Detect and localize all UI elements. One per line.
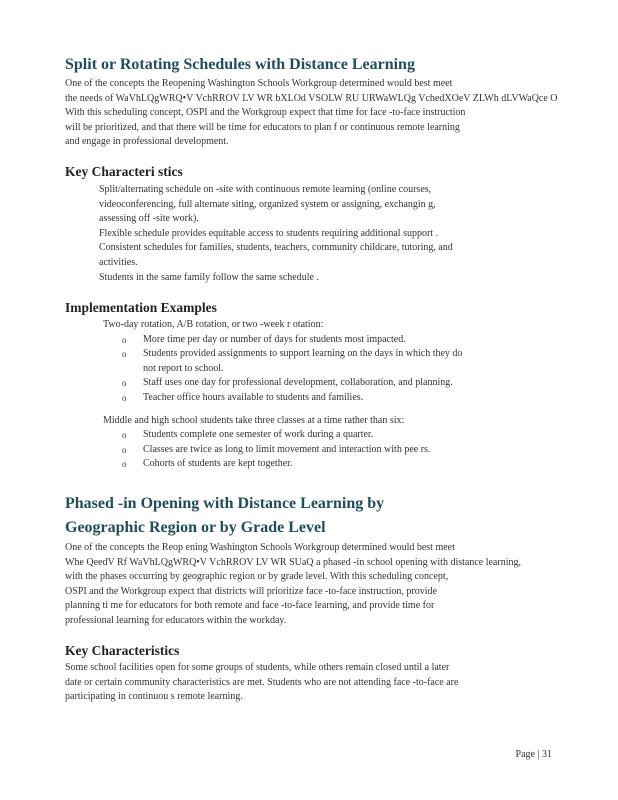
implementation-item — [122, 347, 462, 362]
section1-impl-heading: Implementation Examples — [65, 300, 217, 315]
implementation-item — [122, 443, 462, 458]
intro-line: OSPI and the Workgroup expect that districts will prioritize face -to-face instruction, provide — [65, 585, 437, 597]
sub-bullet-icon: o — [122, 392, 127, 403]
implementation-item — [122, 362, 462, 377]
bullet-text: videoconferencing, full alternate siting, organized system or assigning, exchangin g, — [99, 198, 436, 210]
sub-bullet-icon: o — [122, 378, 127, 389]
section1-intro — [65, 77, 558, 150]
sub-bullet-icon: o — [122, 430, 127, 441]
intro-line: Whe QeedV Rf WaVhLQgWRQ•V VchRROV LV WR SUaQ a phased -in school opening with distance learning, — [65, 556, 521, 568]
implementation-item — [122, 333, 462, 348]
intro-line: will be prioritized, and that there will be time for educators to plan f or continuous remote learning — [65, 121, 460, 133]
bullet-text: Staff uses one day for professional development, collaboration, and planning. — [143, 377, 453, 389]
key-text-line: date or certain community characteristics are met. Students who are not attending face -to-face are — [65, 676, 459, 688]
intro-line: planning ti me for educators for both remote and face -to-face learning, and provide time for — [65, 600, 435, 612]
sub-bullet-icon: o — [122, 459, 127, 470]
bullet-text: More time per day or number of days for students most impacted. — [143, 333, 406, 345]
bullet-text: Students in the same family follow the same schedule . — [99, 271, 319, 283]
implementation-sublist — [122, 428, 462, 472]
key-text-line: Some school facilities open for some groups of students, while others remain closed until a later — [65, 662, 450, 673]
sub-bullet-icon: o — [122, 349, 127, 360]
intro-line: One of the concepts the Reopening Washington Schools Workgroup determined would best meet — [65, 78, 453, 89]
section1-key-heading: Key Characteri stics — [65, 164, 183, 179]
section2-title-line2: Geographic Region or by Grade Level — [65, 519, 326, 536]
implementation-group — [87, 414, 462, 429]
intro-line: One of the concepts the Reop ening Washington Schools Workgroup determined would best meet — [65, 542, 455, 553]
intro-line: with the phases occurring by geographic region or by grade level. With this scheduling concept, — [65, 571, 449, 583]
bullet-text: Cohorts of students are kept together. — [143, 458, 293, 470]
key-characteristic-item — [83, 241, 453, 256]
section1-title: Split or Rotating Schedules with Distance Learning — [65, 56, 415, 73]
bullet-text: Teacher office hours available to students and families. — [143, 391, 364, 403]
section1-key-list — [83, 183, 453, 285]
key-text-line: participating in continuou s remote learning. — [65, 691, 243, 703]
bullet-text: activities. — [99, 256, 138, 268]
intro-line: professional learning for educators within the workday. — [65, 614, 287, 626]
key-characteristic-item — [83, 198, 453, 213]
bullet-text: Middle and high school students take three classes at a time rather than six: — [103, 414, 405, 426]
bullet-text: not report to school. — [143, 362, 224, 374]
bullet-text: Flexible schedule provides equitable access to students requiring additional support . — [99, 227, 439, 239]
key-characteristic-item — [83, 271, 453, 286]
section2-key-text — [65, 661, 458, 705]
key-characteristic-item — [83, 256, 453, 271]
sub-bullet-icon: o — [122, 444, 127, 455]
bullet-text: Consistent schedules for families, students, teachers, community childcare, tutoring, and — [99, 242, 453, 254]
intro-line: the needs of WaVhLQgWRQ•V VchRROV LV WR bXLOd VSOLW RU URWaWLQg VchedXOeV ZLWh dLVWaQce O — [65, 92, 558, 104]
intro-line: With this scheduling concept, OSPI and the Workgroup expect that time for face -to-face instruction — [65, 107, 466, 119]
bullet-text: assessing off -site work). — [99, 213, 199, 225]
key-characteristic-item — [83, 212, 453, 227]
implementation-sublist — [122, 333, 462, 406]
implementation-item — [122, 428, 462, 443]
page-number: Page | 31 — [515, 749, 552, 760]
implementation-item — [122, 391, 462, 406]
intro-line: and engage in professional development. — [65, 136, 229, 148]
bullet-text: Students provided assignments to support learning on the days in which they do — [143, 348, 463, 360]
sub-bullet-icon: o — [122, 334, 127, 345]
key-characteristic-item — [83, 183, 453, 198]
implementation-group — [87, 318, 462, 333]
section2-key-heading: Key Characteristics — [65, 643, 180, 658]
implementation-item — [122, 457, 462, 472]
key-characteristic-item — [83, 227, 453, 242]
bullet-text: Two-day rotation, A/B rotation, or two -week r otation: — [103, 319, 324, 330]
section1-impl-list — [87, 318, 462, 472]
group-spacer — [87, 406, 462, 414]
bullet-text: Classes are twice as long to limit movement and interaction with pee rs. — [143, 443, 431, 455]
bullet-text: Split/alternating schedule on -site with continuous remote learning (online courses, — [99, 184, 432, 195]
section2-intro — [65, 541, 521, 629]
section2-title-line1: Phased -in Opening with Distance Learning by — [65, 495, 385, 512]
implementation-item — [122, 376, 462, 391]
bullet-text: Students complete one semester of work during a quarter. — [143, 429, 374, 441]
